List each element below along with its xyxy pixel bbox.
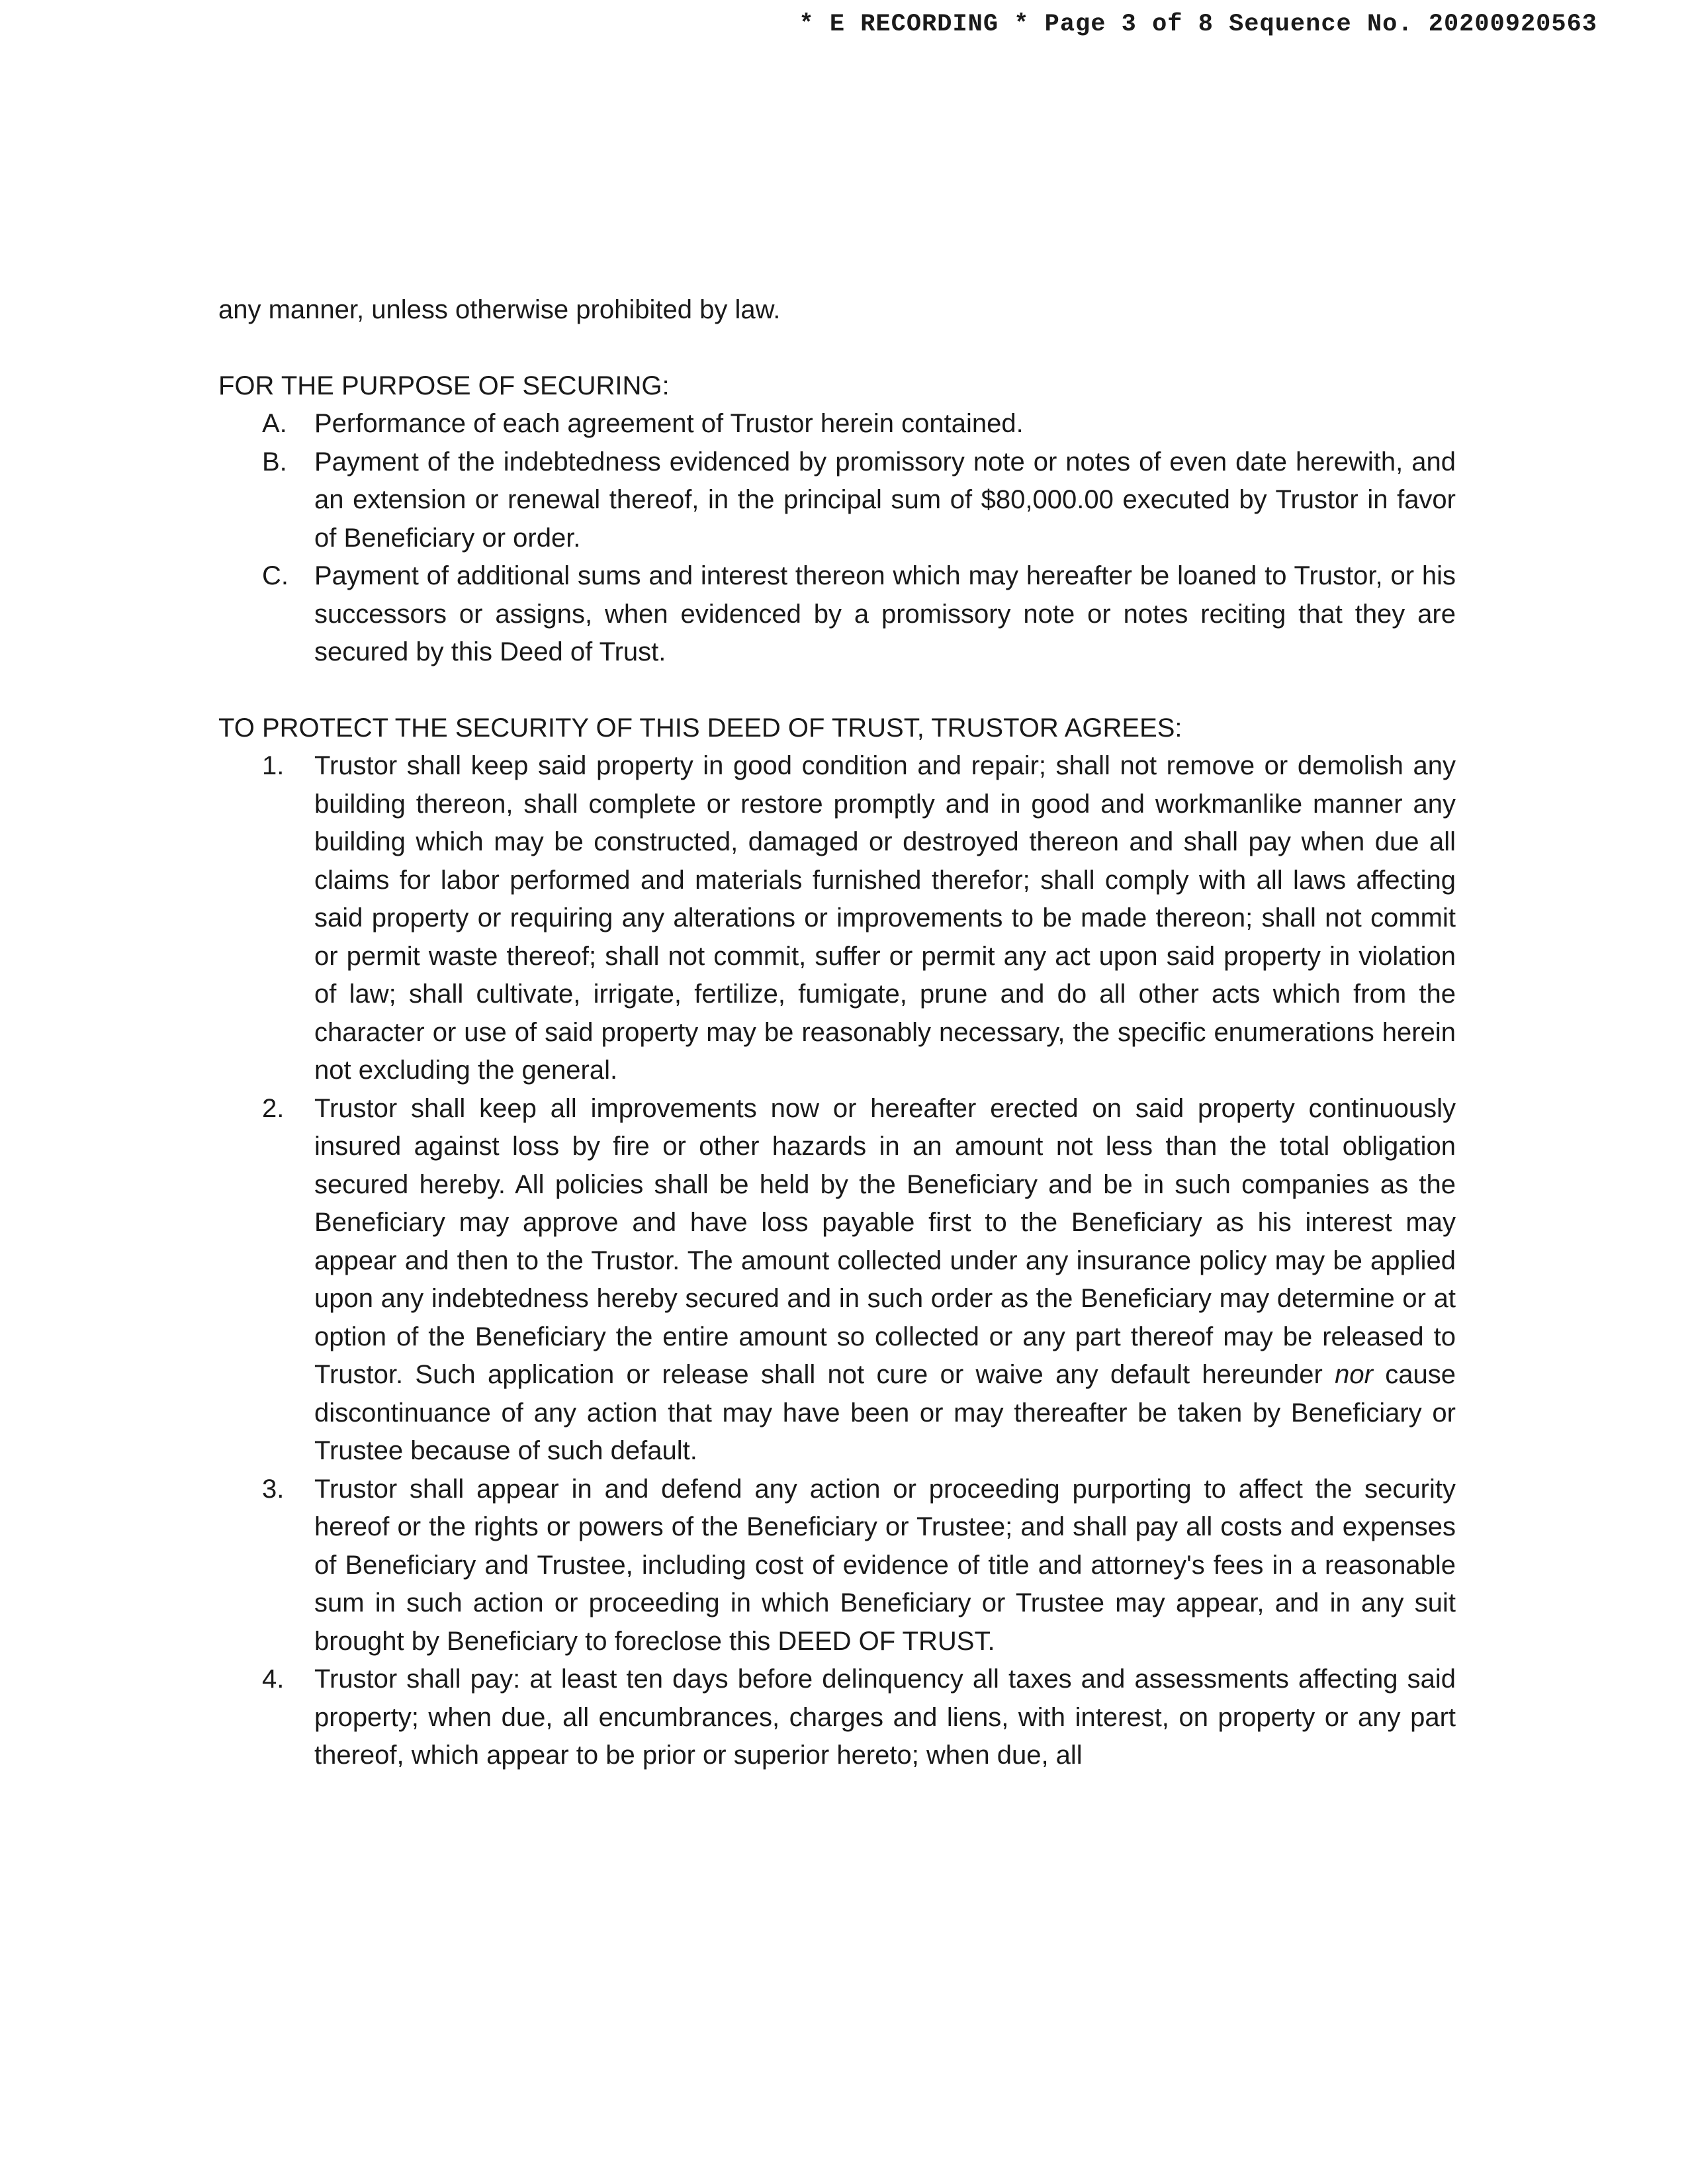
list-item-text: Trustor shall keep all improvements now or hereafter erected on said property continuously insured against loss by fire or other hazards in an amount not less than the total obligation secured hereby. All policies shall be held by the Beneficiary and be in such companies as the Beneficiary may approve and have loss payable first to the Beneficiary as his interest may appear and then to the Trustor. The amount collected under any insurance policy may be applied upon any indebtedness hereby secured and in such order as the Beneficiary may determine or at option of the Beneficiary the entire amount so collected or any part thereof may be released to Trustor. Such application or release shall not cure or waive any default hereunder [314,1093,1456,1389]
protect-list [218,747,1456,1775]
securing-item-a [218,405,1456,443]
list-marker: 3. [262,1474,285,1504]
recording-header: * E RECORDING * Page 3 of 8 Sequence No. 20200920563 [799,11,1597,38]
list-marker: B. [262,447,287,477]
list-item-text: Payment of additional sums and interest thereon which may hereafter be loaned to Trustor, or his successors or assigns, when evidenced by a promissory note or notes reciting that they are secured by this Deed of Trust. [314,561,1456,666]
securing-list [218,405,1456,672]
securing-item-c [218,557,1456,672]
list-item-text: Performance of each agreement of Trustor herein contained. [314,409,1024,438]
document-body [218,291,1456,1775]
list-item-text: Payment of the indebtedness evidenced by promissory note or notes of even date herewith, and an extension or renewal thereof, in the principal sum of $80,000.00 executed by Trustor in favor of Beneficiary or order. [314,447,1456,553]
list-marker: A. [262,409,287,438]
protect-item-4 [218,1661,1456,1775]
list-marker: 2. [262,1093,285,1123]
list-marker: 4. [262,1664,285,1694]
protect-section [218,709,1456,1775]
list-item-text-continued: cause discontinuance of any action that may have been or may thereafter be taken by Beneficiary or Trustee because of such default. [314,1360,1456,1465]
list-marker: 1. [262,751,285,780]
protect-heading: TO PROTECT THE SECURITY OF THIS DEED OF TRUST, TRUSTOR AGREES: [218,713,1182,743]
securing-item-b [218,443,1456,558]
emphasized-word: nor [1335,1360,1373,1389]
securing-heading: FOR THE PURPOSE OF SECURING: [218,371,670,400]
protect-item-2 [218,1090,1456,1471]
protect-item-1 [218,747,1456,1090]
list-item-text: Trustor shall keep said property in good condition and repair; shall not remove or demolish any building thereon, shall complete or restore promptly and in good and workmanlike manner any building which may be constructed, damaged or destroyed thereon and shall pay when due all claims for labor performed and materials furnished therefor; shall comply with all laws affecting said property or requiring any alterations or improvements to be made thereon; shall not commit or permit waste thereof; shall not commit, suffer or permit any act upon said property in violation of law; shall cultivate, irrigate, fertilize, fumigate, prune and do all other acts which from the character or use of said property may be reasonably necessary, the specific enumerations herein not excluding the general. [314,751,1456,1085]
continuation-text: any manner, unless otherwise prohibited by law. [218,295,781,324]
list-marker: C. [262,561,289,590]
securing-section [218,367,1456,672]
list-item-text: Trustor shall pay: at least ten days before delinquency all taxes and assessments affecting said property; when due, all encumbrances, charges and liens, with interest, on property or any part thereof, which appear to be prior or superior hereto; when due, all [314,1664,1456,1770]
protect-item-3 [218,1471,1456,1661]
list-item-text: Trustor shall appear in and defend any action or proceeding purporting to affect the security hereof or the rights or powers of the Beneficiary or Trustee; and shall pay all costs and expenses of Beneficiary and Trustee, including cost of evidence of title and attorney's fees in a reasonable sum in such action or proceeding in which Beneficiary or Trustee may appear, and in any suit brought by Beneficiary to foreclose this DEED OF TRUST. [314,1474,1456,1656]
